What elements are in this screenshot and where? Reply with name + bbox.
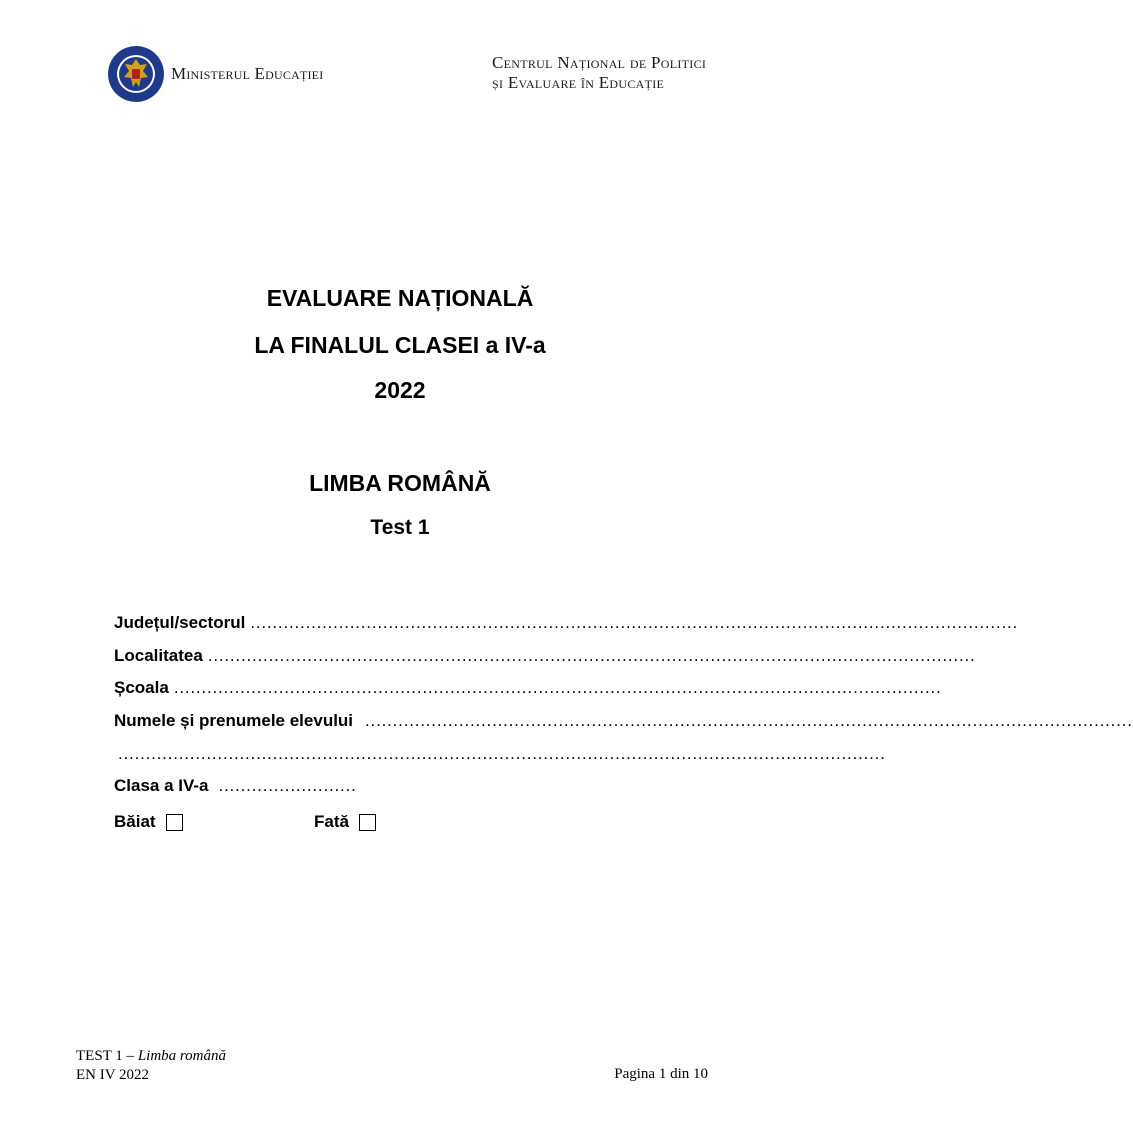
county-dots: ........................................................................................................................................... [250, 613, 1019, 632]
student-name-label: Numele și prenumele elevului [114, 711, 354, 731]
locality-dots: ........................................................................................................................................... [207, 645, 976, 665]
locality-field[interactable] [114, 645, 976, 679]
ministry-logo [107, 45, 323, 103]
footer-test-info [76, 1047, 226, 1085]
continuation-dots: ........................................................................................................................................... [118, 743, 886, 763]
center-name-line1: Centrul Național de Politici [492, 53, 707, 72]
locality-label: Localitatea [114, 645, 203, 665]
student-name-continuation[interactable] [114, 743, 886, 777]
exam-year: 2022 [374, 377, 426, 403]
ministry-name: Ministerul Educației [171, 64, 324, 83]
school-field[interactable] [114, 678, 942, 711]
county-label: Județul/sectorul [114, 613, 246, 632]
footer-test-line [76, 1047, 226, 1066]
exam-title-line1: EVALUARE NAȚIONALĂ [266, 285, 534, 311]
footer-test-subject: Limba română [137, 1048, 227, 1064]
boy-label: Băiat [114, 812, 156, 831]
page-number: Pagina 1 din 10 [614, 1066, 708, 1082]
student-info-form [114, 613, 1133, 809]
footer-exam-code: EN IV 2022 [76, 1067, 150, 1083]
government-seal-icon [107, 45, 165, 103]
school-label: Școala [114, 678, 169, 698]
center-name-line2: și Evaluare în Educație [492, 73, 665, 92]
class-field[interactable] [114, 776, 730, 809]
girl-checkbox[interactable] [359, 814, 376, 831]
gender-boy-option[interactable] [114, 812, 183, 832]
student-name-dots: ........................................................................................................................................... [365, 711, 1133, 731]
gender-girl-option[interactable] [314, 812, 376, 832]
class-dots: ......................... [218, 776, 357, 796]
girl-label: Fată [314, 812, 349, 831]
subject-title: LIMBA ROMÂNĂ [309, 470, 491, 496]
footer-test-prefix: TEST 1 – [76, 1048, 138, 1064]
county-field[interactable] [114, 613, 1019, 646]
student-name-field[interactable] [114, 711, 1133, 744]
school-dots: ........................................................................................................................................... [173, 678, 942, 698]
class-label: Clasa a IV-a [114, 776, 209, 796]
evaluation-center-name [492, 53, 752, 93]
test-number: Test 1 [370, 516, 430, 539]
boy-checkbox[interactable] [166, 814, 183, 831]
exam-title-line2: LA FINALUL CLASEI a IV-a [254, 332, 546, 358]
